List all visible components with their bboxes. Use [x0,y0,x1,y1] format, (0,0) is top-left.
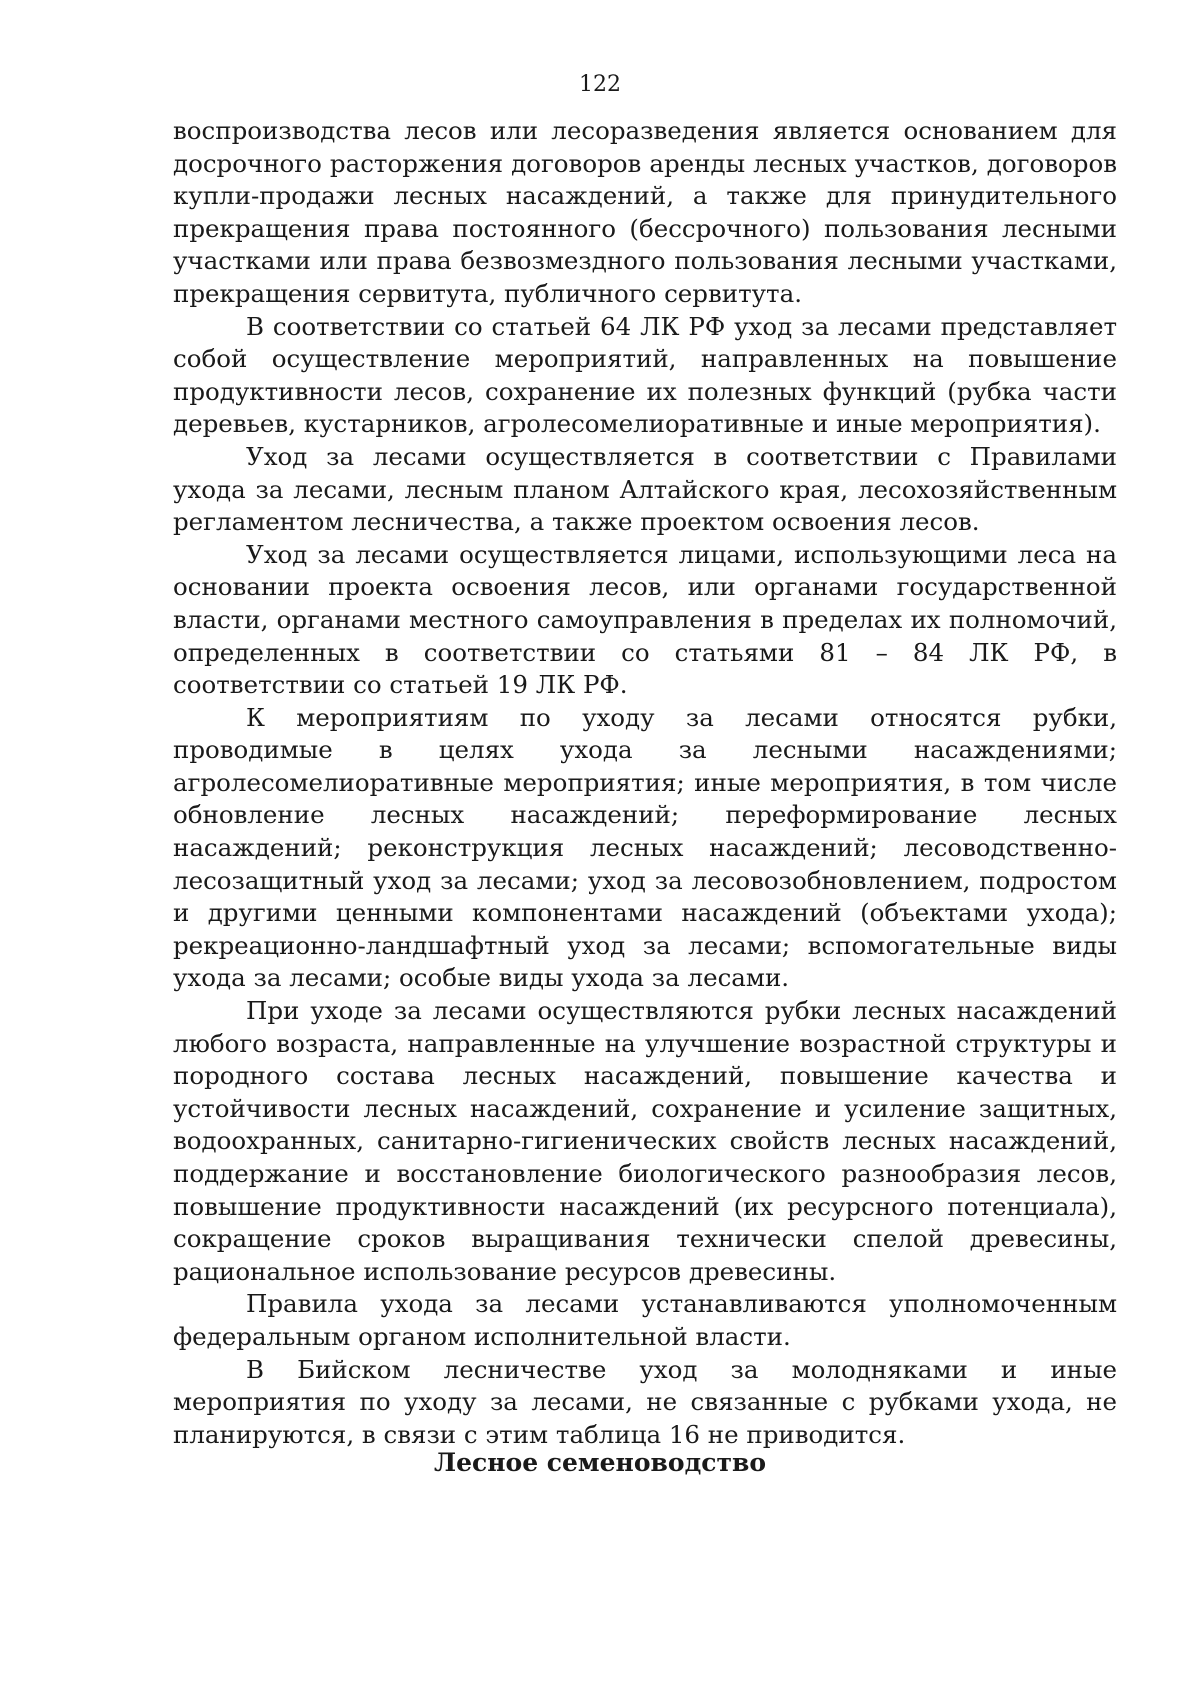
paragraph-care-performers: Уход за лесами осуществляется лицами, использующими леса на основании проекта освоения лесов, или органами государственной власти, органами местного самоуправления в пределах их полномочий, определенных в соответствии со статьями 81 – 84 ЛК РФ, в соответствии со статьей 19 ЛК РФ. [173,539,1117,700]
section-heading: Лесное семеноводство [433,1448,766,1477]
paragraph-rules-authority: Правила ухода за лесами устанавливаются уполномоченным федеральным органом исполнительной власти. [173,1289,1117,1351]
paragraph-article-64: В соответствии со статьей 64 ЛК РФ уход за лесами представляет собой осуществление мероприятий, направленных на повышение продуктивности лесов, сохранение их полезных функций (рубка части деревьев, кустарников, агролесомелиоративные и иные мероприятия). [173,311,1117,439]
paragraph-care-rules: Уход за лесами осуществляется в соответствии с Правилами ухода за лесами, лесным планом Алтайского края, лесохозяйственным регламентом лесничества, а также проектом освоения лесов. [173,441,1117,537]
paragraph-felling: При уходе за лесами осуществляются рубки лесных насаждений любого возраста, направленные на улучшение возрастной структуры и породного состава лесных насаждений, повышение качества и устойчивости лесных насаждений, сохранение и усиление защитных, водоохранных, санитарно-гигиенических свойств лесных насаждений, поддержание и восстановление биологического разнообразия лесов, повышение продуктивности насаждений (их ресурсного потенциала), сокращение сроков выращивания технически спелой древесины, рациональное использование ресурсов древесины. [173,996,1117,1286]
body-text [173,115,1117,1451]
page-number: 122 [579,72,621,97]
paragraph-continuation: воспроизводства лесов или лесоразведения является основанием для досрочного расторжения договоров аренды лесных участков, договоров купли-продажи лесных насаждений, а также для принудительного прекращения права постоянного (бессрочного) пользования лесными участками или права безвозмездного пользования лесными участками, прекращения сервитута, публичного сервитута. [173,116,1117,308]
paragraph-biysk: В Бийском лесничестве уход за молодняками и иные мероприятия по уходу за лесами, не связанные с рубками ухода, не планируются, в связи с этим таблица 16 не приводится. [173,1354,1117,1449]
paragraph-care-measures: К мероприятиям по уходу за лесами относятся рубки, проводимые в целях ухода за лесными насаждениями; агролесомелиоративные мероприятия; иные мероприятия, в том числе обновление лесных насаждений; переформирование лесных насаждений; реконструкция лесных насаждений; лесоводственно-лесозащитный уход за лесами; уход за лесовозобновлением, подростом и другими ценными компонентами насаждений (объектами ухода); рекреационно-ландшафтный уход за лесами; вспомогательные виды ухода за лесами; особые виды ухода за лесами. [173,702,1117,993]
